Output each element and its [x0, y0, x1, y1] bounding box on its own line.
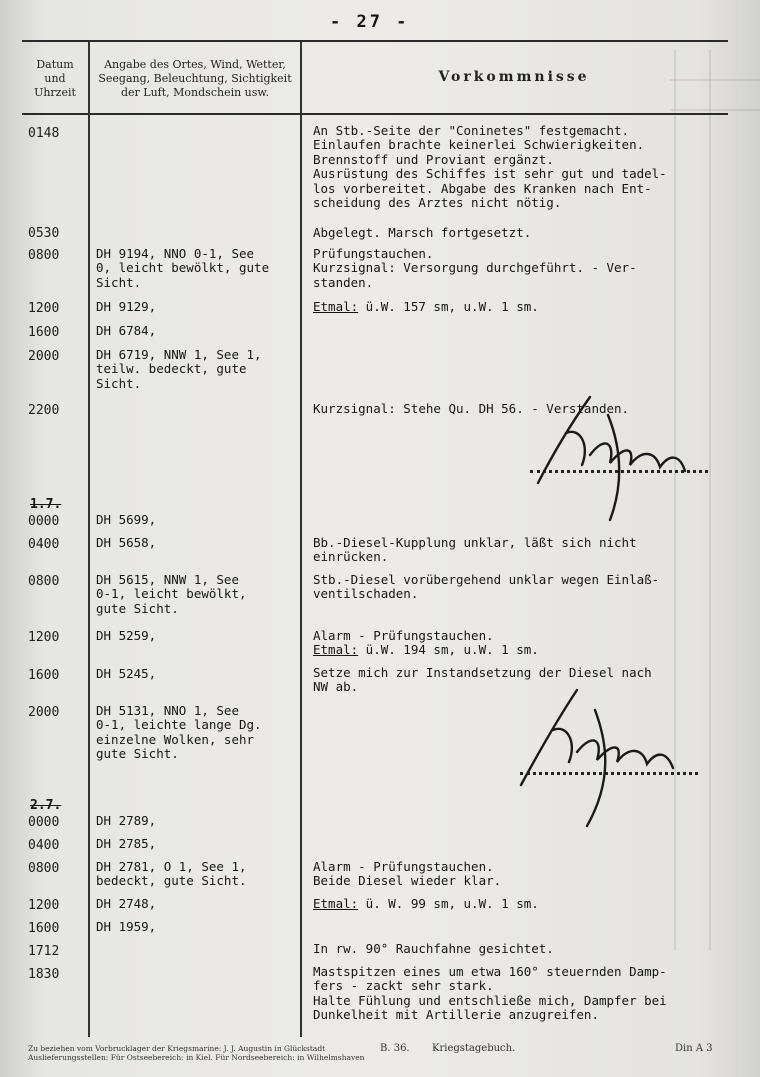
position-0400-c: DH 2785, — [96, 836, 157, 851]
position-0800-c: DH 2781, O 1, See 1, bedeckt, gute Sicht. — [96, 859, 247, 889]
time-1200-c: 1200 — [28, 898, 60, 913]
time-0800-b: 0800 — [28, 574, 60, 589]
position-1600-a: DH 6784, — [96, 323, 157, 338]
footer-title: Kriegstagebuch. — [432, 1043, 516, 1054]
position-0000-b: DH 5699, — [96, 512, 157, 527]
event-0800-a: Prüfungstauchen. Kurzsignal: Versorgung durchgeführt. - Ver- standen. — [313, 246, 637, 290]
event-0400-b: Bb.-Diesel-Kupplung unklar, läßt sich nicht einrücken. — [313, 535, 637, 565]
event-2200: Kurzsignal: Stehe Qu. DH 56. - Verstanden. — [313, 401, 630, 416]
time-2000-a: 2000 — [28, 349, 60, 364]
page-number: - 27 - — [330, 12, 410, 32]
time-1600-a: 1600 — [28, 325, 60, 340]
header-date-label: Datum — [36, 58, 74, 71]
header-rule — [22, 113, 728, 115]
etmal-value-c: ü. W. 99 sm, u.W. 1 sm. — [358, 896, 539, 911]
position-2000-a: DH 6719, NNW 1, See 1, teilw. bedeckt, gute Sicht. — [96, 347, 262, 391]
time-2200: 2200 — [28, 403, 60, 418]
time-0000-b: 0000 — [28, 514, 60, 529]
footer-publisher: Zu beziehen vom Vorbrucklager der Kriegsmarine: J. J. Augustin in Glückstadt Auslieferungsstellen: Für Ostseebereich: in Kiel. Für Nordseebereich: in Wilhelmshaven — [28, 1044, 365, 1062]
time-0000-c: 0000 — [28, 815, 60, 830]
footer-paper-format: Din A 3 — [675, 1043, 713, 1054]
event-0148: An Stb.-Seite der "Coninetes" festgemacht. Einlaufen brachte keinerlei Schwierigkeiten. Brennstoff und Proviant ergänzt. Ausrüstung des Schiffes ist sehr gut und tadel- los vorbereitet. Abgabe des Kranken nach Ent- scheidung des Arztes nicht nötig. — [313, 123, 667, 211]
time-1200-a: 1200 — [28, 301, 60, 316]
header-position-line-1: Angabe des Ortes, Wind, Wetter, — [104, 58, 286, 71]
signature-1 — [530, 385, 710, 525]
position-2000-b: DH 5131, NNO 1, See 0-1, leichte lange Dg. einzelne Wolken, sehr gute Sicht. — [96, 703, 262, 762]
signature-2 — [515, 680, 695, 830]
header-date-column — [24, 58, 86, 100]
position-0000-c: DH 2789, — [96, 813, 157, 828]
etmal-value-b: ü.W. 194 sm, u.W. 1 sm. — [358, 642, 539, 657]
time-2000-b: 2000 — [28, 705, 60, 720]
position-0400-b: DH 5658, — [96, 535, 157, 550]
position-1200-c: DH 2748, — [96, 896, 157, 911]
position-0800-a: DH 9194, NNO 0-1, See 0, leicht bewölkt, gute Sicht. — [96, 246, 270, 290]
etmal-label-a: Etmal: — [313, 299, 359, 314]
time-1600-b: 1600 — [28, 668, 60, 683]
event-0800-b: Stb.-Diesel vorübergehend unklar wegen Einlaß- ventilschaden. — [313, 572, 660, 602]
position-1200-b: DH 5259, — [96, 628, 157, 643]
time-1712: 1712 — [28, 944, 60, 959]
event-1600-b: Setze mich zur Instandsetzung der Diesel nach NW ab. — [313, 665, 652, 695]
position-1600-b: DH 5245, — [96, 666, 157, 681]
event-0530: Abgelegt. Marsch fortgesetzt. — [313, 225, 532, 240]
time-0800-c: 0800 — [28, 861, 60, 876]
event-1712: In rw. 90° Rauchfahne gesichtet. — [313, 941, 554, 956]
time-1830: 1830 — [28, 967, 60, 982]
signature-line-2 — [520, 772, 698, 775]
header-and-label: und — [44, 72, 66, 85]
column-divider-1 — [88, 42, 90, 1037]
header-position-line-2: Seegang, Beleuchtung, Sichtigkeit — [98, 72, 292, 85]
header-position-column — [92, 58, 298, 100]
time-0148: 0148 — [28, 126, 60, 141]
time-0800-a: 0800 — [28, 248, 60, 263]
position-1200-a: DH 9129, — [96, 299, 157, 314]
date-2-7: 2.7. — [30, 798, 62, 813]
top-rule — [22, 40, 728, 42]
time-0400-c: 0400 — [28, 838, 60, 853]
event-0800-c: Alarm - Prüfungstauchen. Beide Diesel wieder klar. — [313, 859, 502, 889]
footer-form-number: B. 36. — [380, 1043, 410, 1054]
etmal-value-a: ü.W. 157 sm, u.W. 1 sm. — [358, 299, 539, 314]
header-time-label: Uhrzeit — [34, 86, 76, 99]
position-1600-c: DH 1959, — [96, 919, 157, 934]
time-0530: 0530 — [28, 226, 60, 241]
etmal-label-b: Etmal: — [313, 642, 359, 657]
event-1830: Mastspitzen eines um etwa 160° steuernden Damp- fers - zackt sehr stark. Halte Fühlung und entschließe mich, Dampfer bei Dunkelheit mit Artillerie anzugreifen. — [313, 964, 667, 1023]
time-1200-b: 1200 — [28, 630, 60, 645]
event-1200-c — [313, 897, 539, 911]
header-events-column: Vorkommnisse — [438, 69, 590, 85]
date-1-7: 1.7. — [30, 497, 62, 512]
header-position-line-3: der Luft, Mondschein usw. — [120, 86, 270, 99]
column-divider-2 — [300, 42, 302, 1037]
event-1200-b: Alarm - Prüfungstauchen. — [313, 628, 494, 643]
etmal-label-c: Etmal: — [313, 896, 359, 911]
position-0800-b: DH 5615, NNW 1, See 0-1, leicht bewölkt, gute Sicht. — [96, 572, 247, 616]
signature-line-1 — [530, 470, 708, 473]
time-0400-b: 0400 — [28, 537, 60, 552]
event-1200-a — [313, 300, 539, 314]
time-1600-c: 1600 — [28, 921, 60, 936]
etmal-1200-b — [313, 643, 539, 657]
